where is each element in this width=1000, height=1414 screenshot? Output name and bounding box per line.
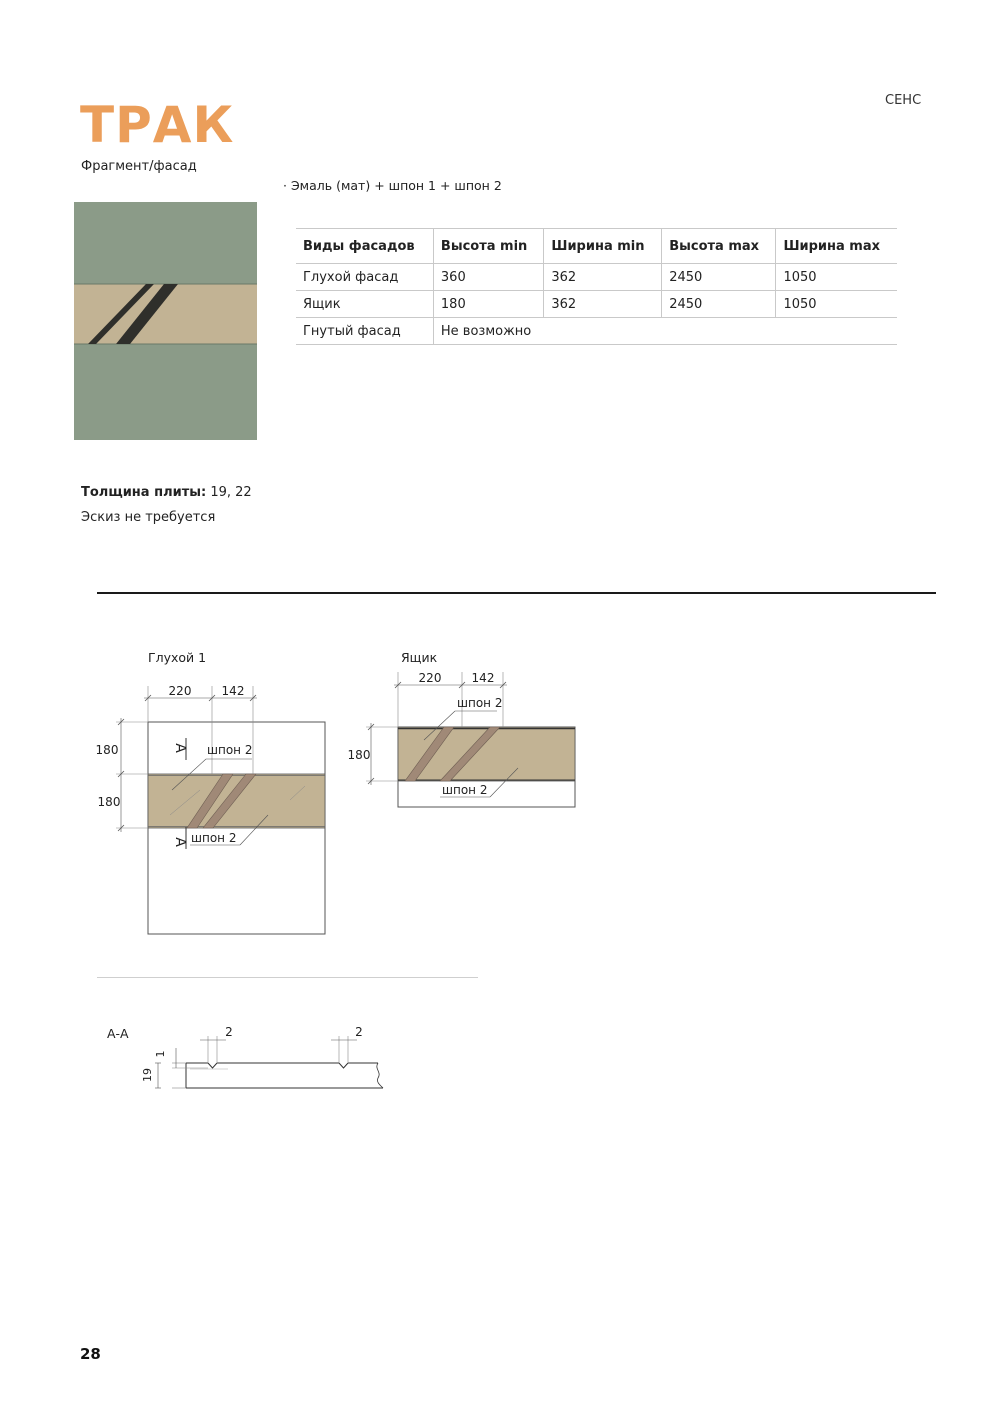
cell: 362 — [544, 291, 662, 318]
drawer-callout-bottom: шпон 2 — [442, 783, 488, 797]
cell-note: Не возможно — [433, 318, 897, 345]
section-label: А-А — [107, 1026, 129, 1041]
thickness-label: Толщина плиты: — [81, 485, 207, 500]
cell: 360 — [433, 264, 543, 291]
cell: 1050 — [776, 264, 897, 291]
cell: 2450 — [662, 264, 776, 291]
drawer-label: Ящик — [401, 650, 438, 665]
cell: 2450 — [662, 291, 776, 318]
header-height-min: Высота min — [433, 229, 543, 264]
door-width-2: 142 — [221, 684, 245, 698]
subtitle: Фрагмент/фасад — [81, 159, 197, 174]
door-drawing — [96, 650, 325, 934]
cell: 180 — [433, 291, 543, 318]
drawer-height: 180 — [347, 748, 371, 762]
door-width-1: 220 — [168, 684, 192, 698]
drawer-width-2: 142 — [471, 671, 495, 685]
door-label: Глухой 1 — [148, 650, 207, 665]
header-width-min: Ширина min — [544, 229, 662, 264]
cell: Глухой фасад — [296, 264, 433, 291]
door-callout-bottom: шпон 2 — [191, 831, 237, 845]
thickness-value: 19, 22 — [210, 485, 252, 500]
section-drawing — [107, 1025, 383, 1088]
drawer-drawing — [348, 650, 575, 807]
groove-depth: 1 — [154, 1050, 167, 1058]
section-mark-bottom: А — [172, 837, 188, 847]
page-number: 28 — [80, 1345, 101, 1363]
board-thickness-dim: 19 — [141, 1068, 154, 1082]
header-facade-type: Виды фасадов — [296, 229, 433, 264]
door-veneer-band — [148, 774, 325, 828]
sketch-note: Эскиз не требуется — [81, 510, 216, 525]
series-name: СЕНС — [885, 93, 922, 108]
drawer-callout-top: шпон 2 — [457, 696, 503, 710]
cell: 1050 — [776, 291, 897, 318]
door-height-1: 180 — [95, 743, 119, 757]
page-title: ТРАК — [80, 96, 235, 154]
cell: 362 — [544, 264, 662, 291]
groove-width-1: 2 — [225, 1025, 233, 1039]
door-height-2: 180 — [97, 795, 121, 809]
cell: Ящик — [296, 291, 433, 318]
header-width-max: Ширина max — [776, 229, 897, 264]
cell: Гнутый фасад — [296, 318, 433, 345]
material-description: · Эмаль (мат) + шпон 1 + шпон 2 — [283, 178, 502, 193]
door-callout-top: шпон 2 — [207, 743, 253, 757]
drawer-width-1: 220 — [418, 671, 442, 685]
header-height-max: Высота max — [662, 229, 776, 264]
groove-width-2: 2 — [355, 1025, 363, 1039]
section-mark-top: А — [172, 743, 188, 753]
